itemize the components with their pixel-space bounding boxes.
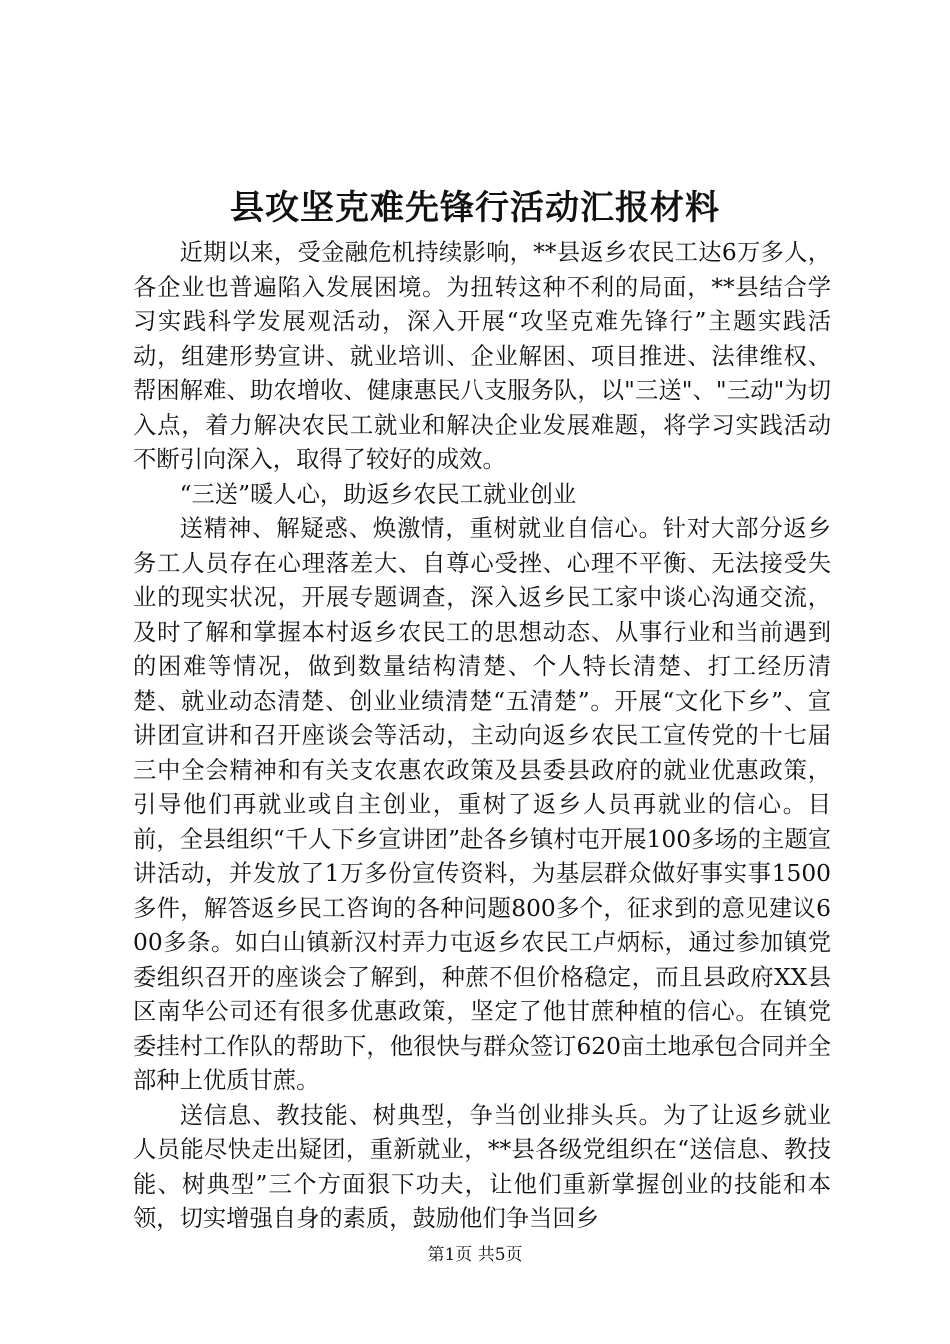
paragraph-intro: 近期以来，受金融危机持续影响，**县返乡农民工达6万多人，各企业也普遍陷入发展困境。为扭转这种不利的局面，**县结合学习实践科学发展观活动，深入开展“攻坚克难先锋行”主题实践活动，组建形势宣讲、就业培训、企业解困、项目推进、法律维权、帮困解难、助农增收、健康惠民八支服务队，以"三送"、"三动"为切入点，着力解决农民工就业和解决企业发展难题，将学习实践活动不断引向深入，取得了较好的成效。 [133, 239, 831, 473]
page-footer: 第1页 共5页 [427, 1245, 523, 1265]
document-title: 县攻坚克难先锋行活动汇报材料 [230, 188, 720, 228]
paragraph-send-info: 送信息、教技能、树典型，争当创业排头兵。为了让返乡就业人员能尽快走出疑团，重新就业，**县各级党组织在“送信息、教技能、树典型”三个方面狠下功夫，让他们重新掌握创业的技能和本领，切实增强自身的素质，鼓励他们争当回乡 [133, 1101, 831, 1232]
document-body [133, 236, 831, 1237]
section-heading: “三送”暖人心，助返乡农民工就业创业 [179, 480, 577, 508]
paragraph-send-spirit: 送精神、解疑惑、焕激情，重树就业自信心。针对大部分返乡务工人员存在心理落差大、自尊心受挫、心理不平衡、无法接受失业的现实状况，开展专题调查，深入返乡民工家中谈心沟通交流，及时了解和掌握本村返乡农民工的思想动态、从事行业和当前遇到的困难等情况，做到数量结构清楚、个人特长清楚、打工经历清楚、就业动态清楚、创业业绩清楚“五清楚”。开展“文化下乡”、宣讲团宣讲和召开座谈会等活动，主动向返乡农民工宣传党的十七届三中全会精神和有关支农惠农政策及县委县政府的就业优惠政策，引导他们再就业或自主创业，重树了返乡人员再就业的信心。目前，全县组织“千人下乡宣讲团”赴各乡镇村屯开展100多场的主题宣讲活动，并发放了1万多份宣传资料，为基层群众做好事实事1500多件，解答返乡民工咨询的各种问题800多个，征求到的意见建议600多条。如白山镇新汉村弄力屯返乡农民工卢炳标，通过参加镇党委组织召开的座谈会了解到，种蔗不但价格稳定，而且县政府XX县区南华公司还有很多优惠政策，坚定了他甘蔗种植的信心。在镇党委挂村工作队的帮助下，他很快与群众签订620亩土地承包合同并全部种上优质甘蔗。 [133, 515, 831, 1094]
